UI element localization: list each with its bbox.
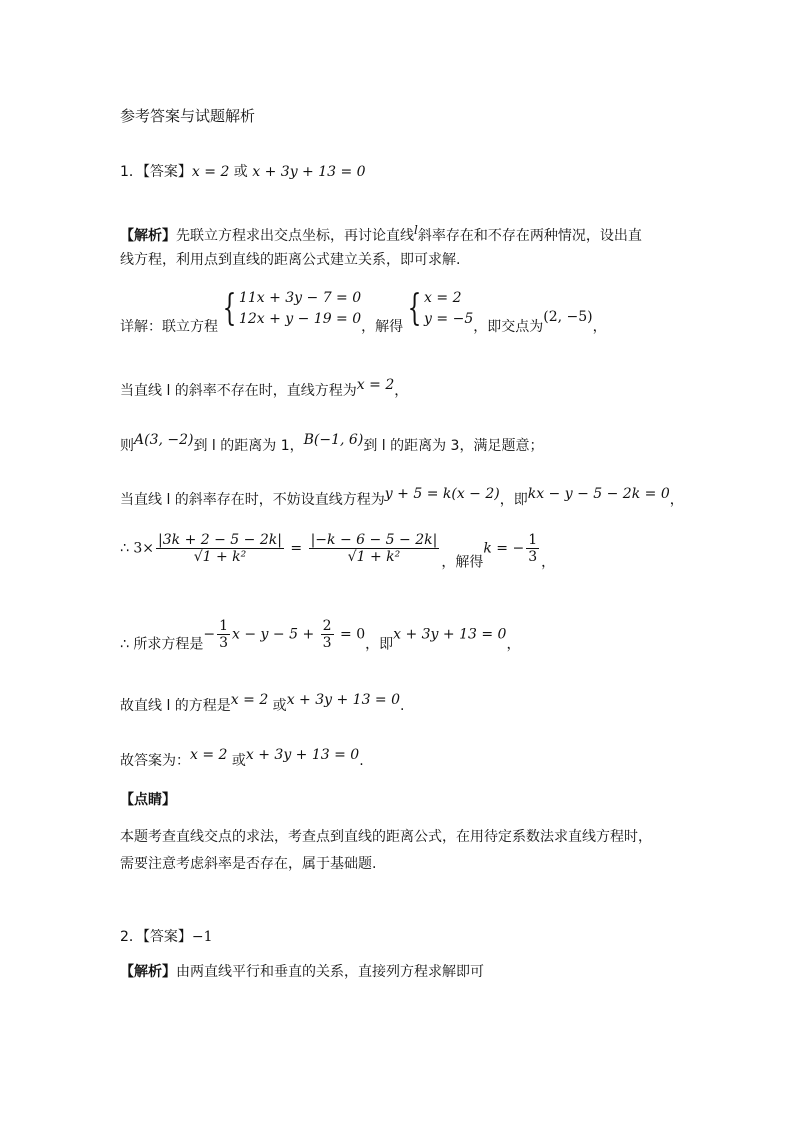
conclusion-dot: . xyxy=(400,698,405,714)
equation-2: 12x + y − 19 = 0 xyxy=(238,311,362,327)
k-end: ， xyxy=(541,554,556,571)
q1-analysis-line1 xyxy=(120,220,642,246)
q2-answer: −1 xyxy=(191,929,213,945)
comma: ， xyxy=(592,319,607,335)
therefore-symbol: ∴ xyxy=(120,540,129,557)
final-or: 或 xyxy=(227,753,246,769)
result-mid: x − y − 5 + xyxy=(232,626,319,643)
case1-text: 当直线 l 的斜率不存在时，直线方程为 xyxy=(120,383,357,399)
q2-answer-line xyxy=(120,927,213,947)
distance-a-text: 到 l 的距离为 1， xyxy=(193,438,304,454)
result-num-2: 2 xyxy=(322,618,332,634)
q2-analysis-text: 由两直线平行和垂直的关系，直接列方程求解即可 xyxy=(176,964,484,980)
q2-analysis-line xyxy=(120,962,484,982)
analysis-l: l xyxy=(414,223,418,237)
distance-equation-line xyxy=(120,532,555,572)
result-num-1: 1 xyxy=(219,618,229,634)
lhs-coefficient: 3× xyxy=(133,540,155,557)
comment-tag: 【点睛】 xyxy=(120,792,176,808)
comment-line-2: 需要注意考虑斜率是否存在，属于基础题. xyxy=(120,856,377,872)
page-title: 参考答案与试题解析 xyxy=(120,107,256,125)
analysis-text-1: 先联立方程求出交点坐标，再讨论直线 xyxy=(176,228,414,244)
intersect-text: ，即交点为 xyxy=(473,319,544,335)
conclusion-b: x + 3y + 13 = 0 xyxy=(286,692,401,708)
solution-brace: { xyxy=(407,288,422,329)
therefore-symbol-2: ∴ xyxy=(120,636,129,653)
q2-label: 2．【答案】 xyxy=(120,929,192,945)
q1-analysis-line2: 线方程，利用点到直线的距离公式建立关系，即可求解. xyxy=(120,252,461,268)
result-end: = 0 xyxy=(335,626,366,643)
conclusion-line xyxy=(120,690,404,716)
q1-answer-line xyxy=(120,162,366,182)
case2-mid: ，即 xyxy=(499,492,528,508)
conclusion-text: 故直线 l 的方程是 xyxy=(120,698,231,714)
solve-text: ，解得 xyxy=(361,319,404,335)
result-label: 所求方程是 xyxy=(133,636,204,653)
k-denominator: 3 xyxy=(528,549,538,565)
analysis-tag: 【解析】 xyxy=(120,228,176,244)
result-den-2: 3 xyxy=(322,635,332,651)
final-label: 故答案为： xyxy=(120,753,190,769)
solution-1: x = 2 xyxy=(424,290,462,306)
case2-text: 当直线 l 的斜率存在时，不妨设直线方程为 xyxy=(120,492,385,508)
final-b: x + 3y + 13 = 0 xyxy=(245,747,360,763)
rhs-fraction xyxy=(309,532,440,565)
rhs-numerator: |−k − 6 − 5 − 2k| xyxy=(310,532,438,548)
case2-equation-2: kx − y − 5 − 2k = 0 xyxy=(527,486,670,502)
equation-1: 11x + 3y − 7 = 0 xyxy=(238,290,362,306)
result-final: x + 3y + 13 = 0 xyxy=(393,626,507,643)
equals-sign: = xyxy=(285,540,307,557)
conclusion-or: 或 xyxy=(268,698,287,714)
final-dot: . xyxy=(359,753,364,769)
solution-2: y = −5 xyxy=(424,311,474,327)
distance-line xyxy=(120,430,543,456)
result-comma: ， xyxy=(506,636,521,653)
detail-label: 详解：联立方程 xyxy=(120,319,218,335)
q1-answer-a: x = 2 xyxy=(191,164,230,180)
final-a: x = 2 xyxy=(190,747,228,763)
point-b: B(−1, 6) xyxy=(303,432,364,448)
lhs-numerator: |3k + 2 − 5 − 2k| xyxy=(158,532,282,548)
lhs-denominator: √1 + k² xyxy=(193,549,247,565)
case2-equation: y + 5 = k(x − 2) xyxy=(384,486,500,502)
case1-line xyxy=(120,375,408,401)
k-numerator: 1 xyxy=(528,532,538,548)
then-text: 则 xyxy=(120,438,134,454)
result-fraction-2 xyxy=(321,618,334,651)
point-a: A(3, −2) xyxy=(134,432,194,448)
k-lhs: k = − xyxy=(483,540,525,557)
equation-system xyxy=(239,288,361,330)
lhs-fraction xyxy=(156,532,284,565)
system-brace: { xyxy=(222,288,237,329)
q1-label: 1．【答案】 xyxy=(120,164,192,180)
result-tail: ，即 xyxy=(365,636,394,653)
final-answer-line xyxy=(120,745,364,771)
k-fraction xyxy=(526,532,539,565)
solution-system xyxy=(424,288,473,330)
q1-detail-line xyxy=(120,288,607,338)
case1-end: ， xyxy=(394,383,409,399)
conclusion-a: x = 2 xyxy=(230,692,269,708)
result-line xyxy=(120,618,520,654)
case1-equation: x = 2 xyxy=(356,377,395,393)
result-den-1: 3 xyxy=(219,635,229,651)
q2-analysis-tag: 【解析】 xyxy=(120,964,176,980)
or-text: 或 xyxy=(229,164,253,180)
result-minus: − xyxy=(203,626,216,643)
intersection-point: (2, −5) xyxy=(543,309,593,325)
case2-line xyxy=(120,484,684,510)
analysis-text-2: 斜率存在和不存在两种情况，设出直 xyxy=(417,228,642,244)
solve-k-text: ，解得 xyxy=(441,554,484,571)
distance-b-text: 到 l 的距离为 3，满足题意； xyxy=(363,438,544,454)
case2-end: ， xyxy=(669,492,684,508)
result-fraction-1 xyxy=(217,618,230,651)
q1-answer-b: x + 3y + 13 = 0 xyxy=(252,164,366,180)
rhs-denominator: √1 + k² xyxy=(347,549,401,565)
comment-line-1: 本题考查直线交点的求法，考查点到直线的距离公式，在用待定系数法求直线方程时， xyxy=(120,829,652,845)
